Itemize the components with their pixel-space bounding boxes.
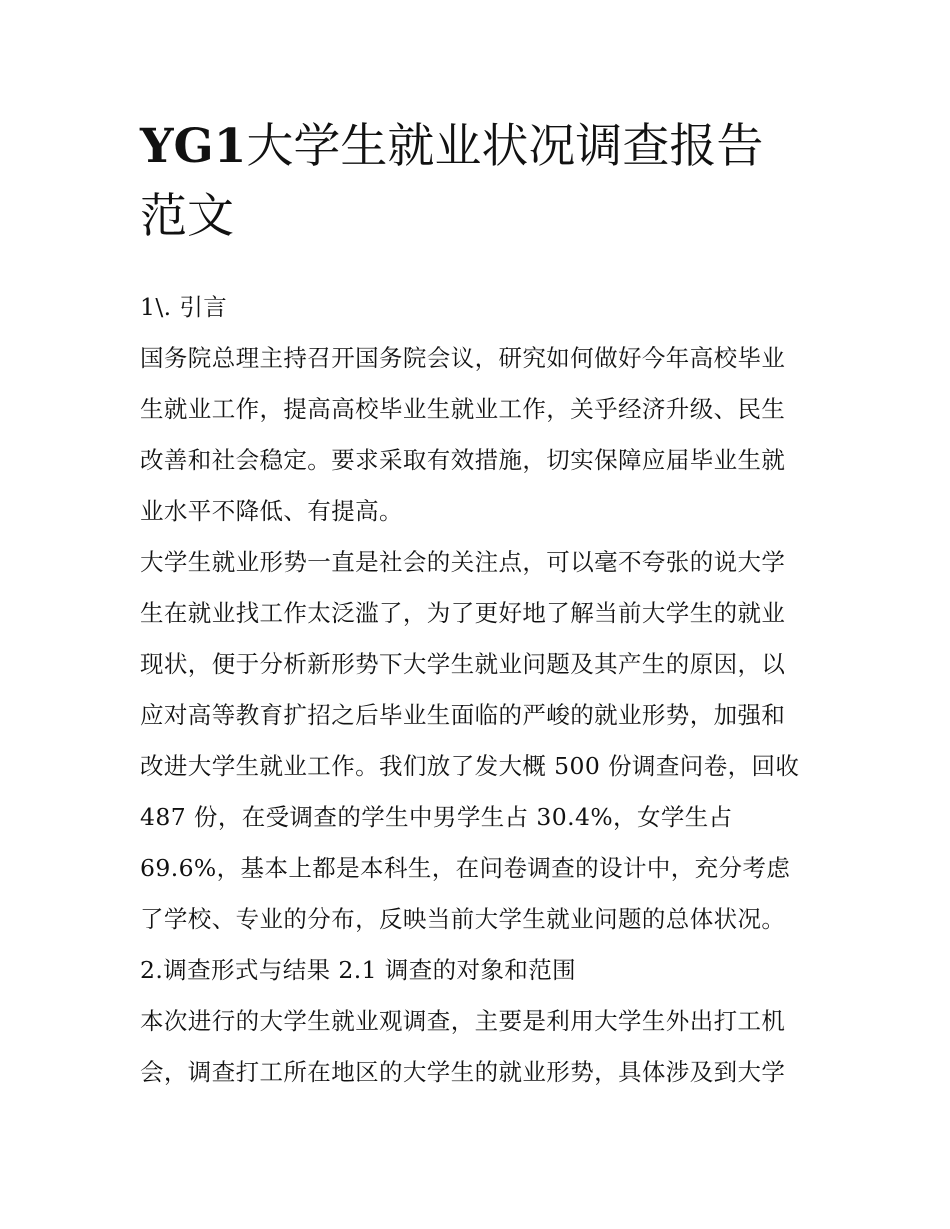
paragraph-line: 大学生就业形势一直是社会的关注点，可以毫不夸张的说大学 <box>140 548 786 576</box>
section-heading-introduction: 1\. 引言 <box>140 293 228 321</box>
paragraph-line: 国务院总理主持召开国务院会议，研究如何做好今年高校毕业 <box>140 344 786 372</box>
document-body <box>140 112 820 1098</box>
paragraph-line: 业水平不降低、有提高。 <box>140 497 403 525</box>
paragraph-line: 改善和社会稳定。要求采取有效措施，切实保障应届毕业生就 <box>140 446 786 474</box>
paragraph-line: 了学校、专业的分布，反映当前大学生就业问题的总体状况。 <box>140 905 786 933</box>
paragraph-line: 本次进行的大学生就业观调查，主要是利用大学生外出打工机 <box>140 1007 786 1035</box>
paragraph-line: 生在就业找工作太泛滥了，为了更好地了解当前大学生的就业 <box>140 599 786 627</box>
section-heading-survey: 2.调查形式与结果 2.1 调查的对象和范围 <box>140 956 577 984</box>
paragraph-line: 改进大学生就业工作。我们放了发大概 500 份调查问卷，回收 <box>140 752 800 780</box>
title-line-2: 范文 <box>140 189 234 244</box>
document-title <box>140 112 820 252</box>
paragraph-line: 生就业工作，提高高校毕业生就业工作，关乎经济升级、民生 <box>140 395 786 423</box>
paragraph-line: 现状，便于分析新形势下大学生就业问题及其产生的原因，以 <box>140 650 786 678</box>
title-code: YG1 <box>140 119 247 174</box>
paragraph-line: 应对高等教育扩招之后毕业生面临的严峻的就业形势，加强和 <box>140 701 786 729</box>
paragraph-line: 69.6%，基本上都是本科生，在问卷调查的设计中，充分考虑 <box>140 854 791 882</box>
paragraph-line: 会，调查打工所在地区的大学生的就业形势，具体涉及到大学 <box>140 1058 786 1086</box>
paragraph-line: 487 份，在受调查的学生中男学生占 30.4%，女学生占 <box>140 803 733 831</box>
title-line-1: 大学生就业状况调查报告 <box>246 119 764 174</box>
